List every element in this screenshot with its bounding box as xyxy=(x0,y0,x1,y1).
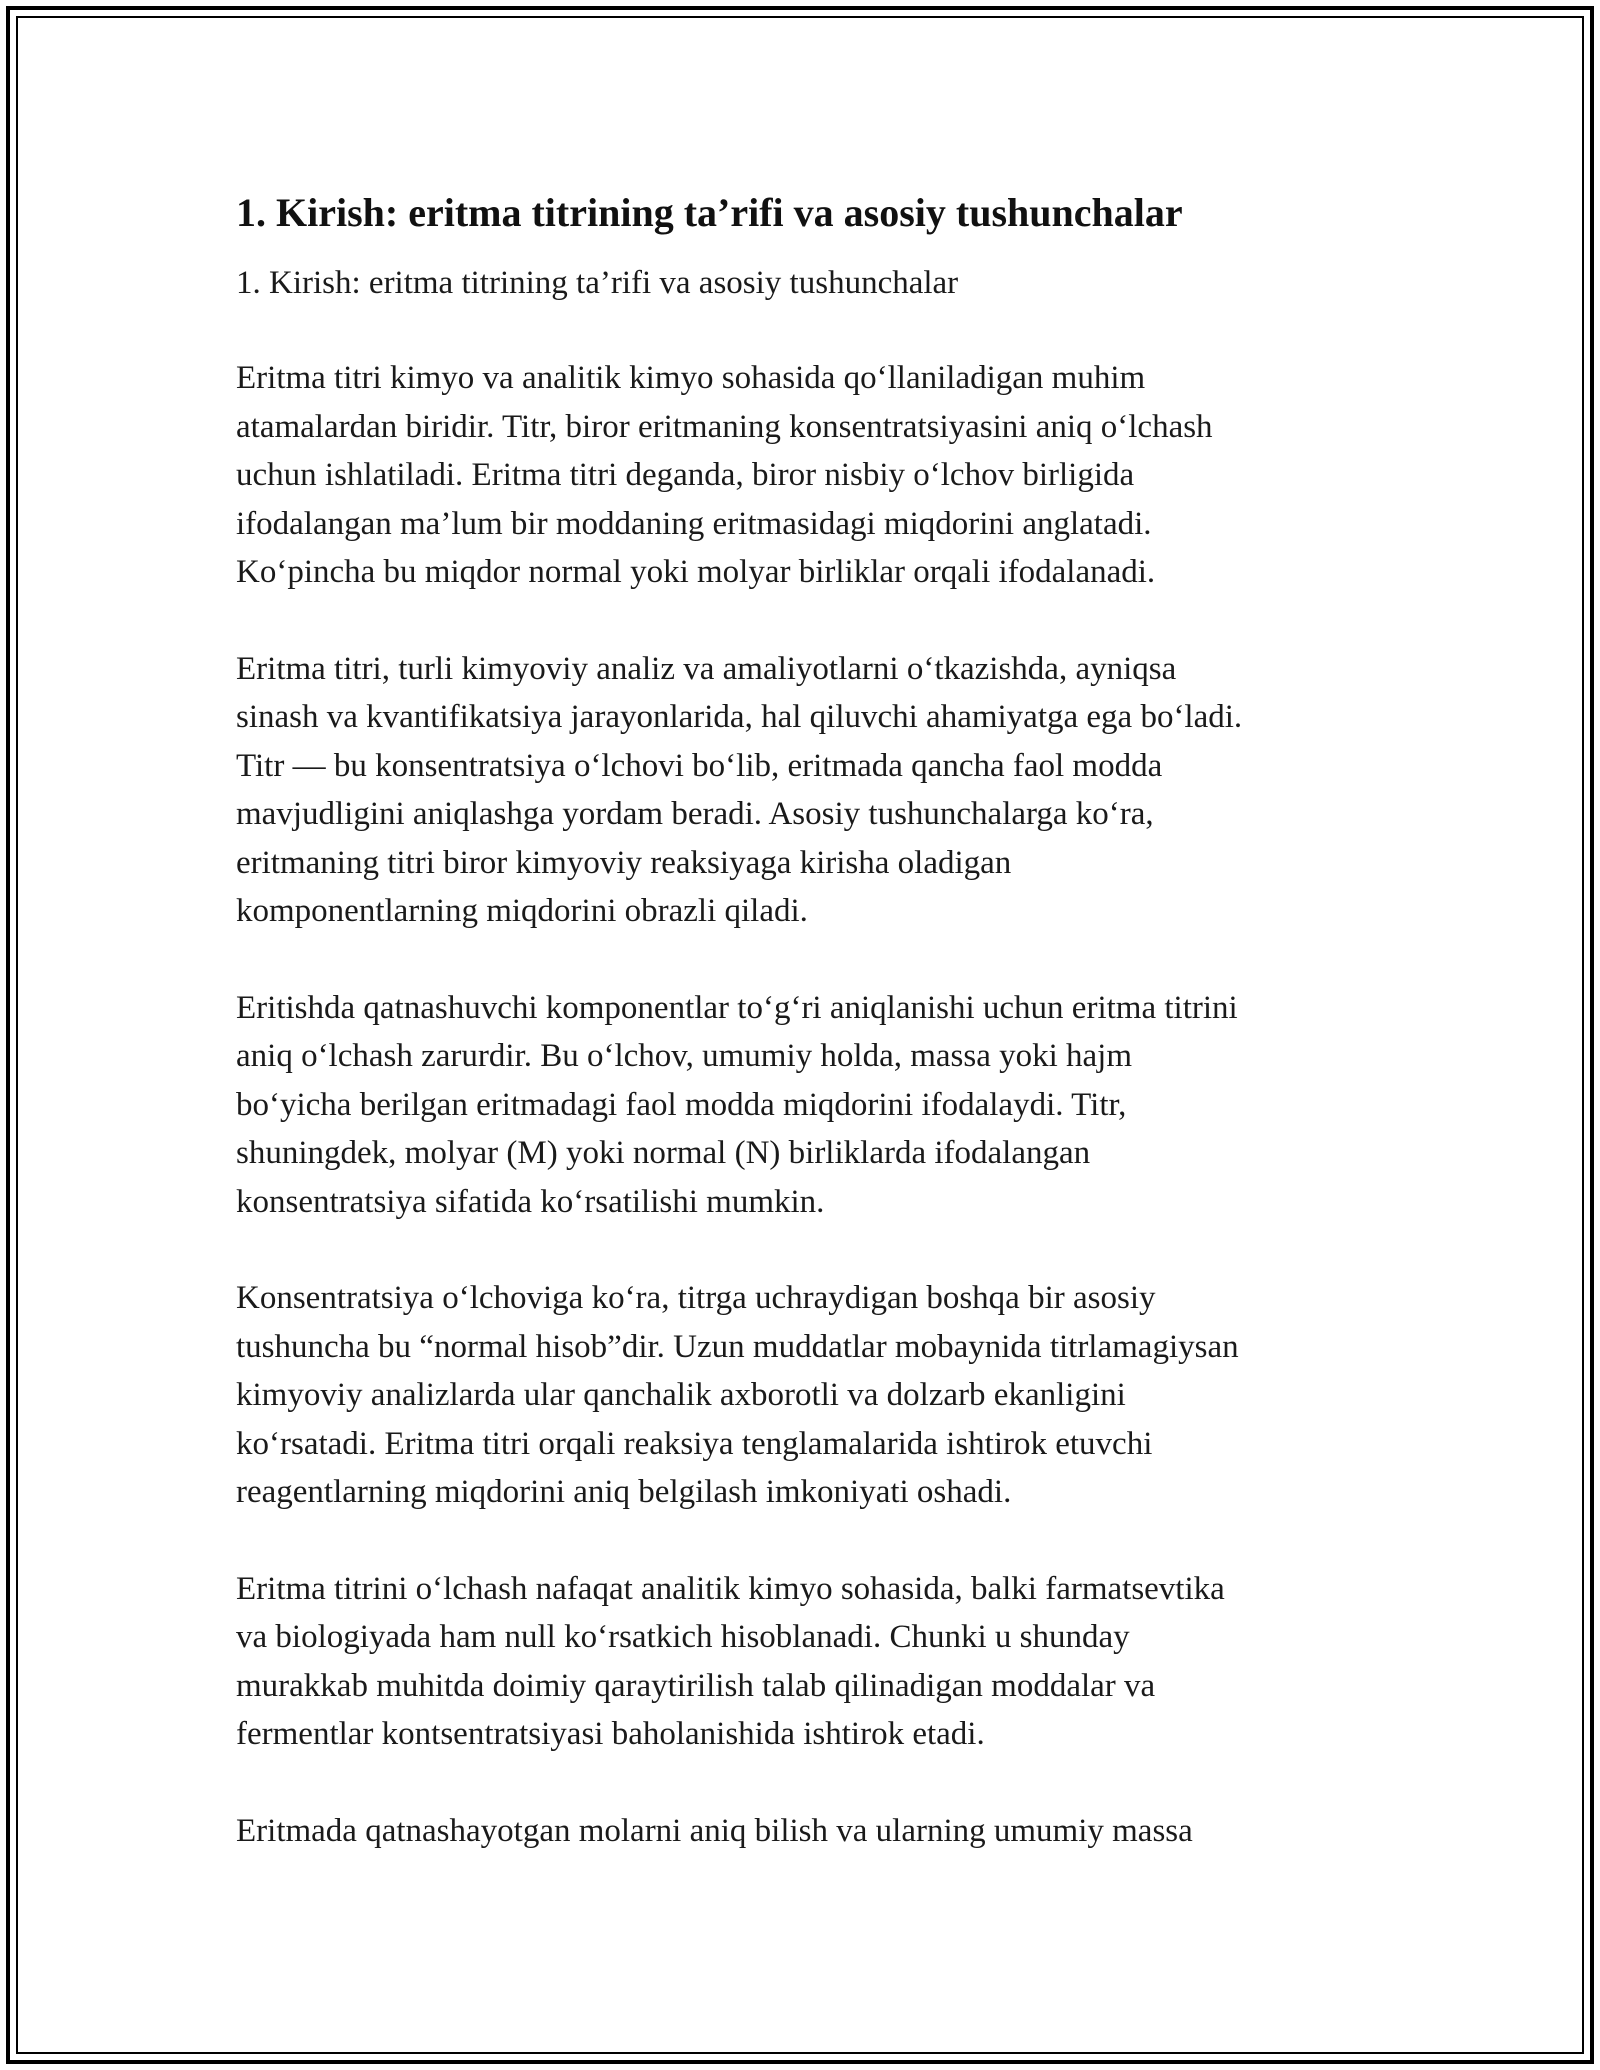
paragraph-line: Eritma titri, turli kimyoviy analiz va amaliyotlarni oʻtkazishda, ayniqsa xyxy=(236,650,1177,687)
paragraph-line: komponentlarning miqdorini obrazli qiladi. xyxy=(236,893,808,929)
paragraph-line: mavjudligini aniqlashga yordam beradi. Asosiy tushunchalarga koʻra, xyxy=(236,796,1154,832)
paragraph-line: Konsentratsiya oʻlchoviga koʻra, titrga uchraydigan boshqa bir asosiy xyxy=(236,1280,1156,1316)
paragraph-line: Eritma titrini oʻlchash nafaqat analitik kimyo sohasida, balki farmatsevtika xyxy=(236,1570,1225,1607)
paragraph-line: Eritmada qatnashayotgan molarni aniq bilish va ularning umumiy massa xyxy=(236,1812,1193,1849)
paragraph-line: atamalardan biridir. Titr, biror eritmaning konsentratsiyasini aniq oʻlchash xyxy=(236,408,1213,445)
paragraph-5 xyxy=(236,1565,1376,1759)
paragraph-line: uchun ishlatiladi. Eritma titri deganda, biror nisbiy oʻlchov birligida xyxy=(236,457,1135,493)
paragraph-6 xyxy=(236,1807,1376,1856)
paragraph-3 xyxy=(236,984,1376,1227)
paragraph-1 xyxy=(236,354,1376,597)
paragraph-line: va biologiyada ham null koʻrsatkich hisoblanadi. Chunki u shunday xyxy=(236,1619,1130,1655)
document-body xyxy=(236,188,1376,1855)
paragraph-line: tushuncha bu “normal hisob”dir. Uzun muddatlar mobaynida titrlamagiysan xyxy=(236,1328,1239,1365)
section-heading: 1. Kirish: eritma titrining ta’rifi va asosiy tushunchalar xyxy=(236,190,1183,235)
paragraph-line: murakkab muhitda doimiy qaraytirilish talab qilinadigan moddalar va xyxy=(236,1667,1156,1704)
paragraph-line: konsentratsiya sifatida koʻrsatilishi mumkin. xyxy=(236,1183,825,1220)
paragraph-line: Titr — bu konsentratsiya oʻlchovi boʻlib, eritmada qancha faol modda xyxy=(236,747,1163,784)
paragraph-line: Eritishda qatnashuvchi komponentlar toʻgʻri aniqlanishi uchun eritma titrini xyxy=(236,989,1238,1026)
paragraph-line: koʻrsatadi. Eritma titri orqali reaksiya tenglamalarida ishtirok etuvchi xyxy=(236,1425,1153,1462)
paragraph-line: eritmaning titri biror kimyoviy reaksiyaga kirisha oladigan xyxy=(236,844,1012,881)
paragraph-line: fermentlar kontsentratsiyasi baholanishida ishtirok etadi. xyxy=(236,1716,985,1752)
section-subheading: 1. Kirish: eritma titrining ta’rifi va asosiy tushunchalar xyxy=(236,265,959,301)
paragraph-line: sinash va kvantifikatsiya jarayonlarida, hal qiluvchi ahamiyatga ega boʻladi. xyxy=(236,699,1243,735)
paragraph-2 xyxy=(236,645,1376,936)
paragraph-line: Eritma titri kimyo va analitik kimyo sohasida qoʻllaniladigan muhim xyxy=(236,360,1146,396)
paragraph-line: shuningdek, molyar (M) yoki normal (N) birliklarda ifodalangan xyxy=(236,1135,1091,1171)
paragraph-line: ifodalangan ma’lum bir moddaning eritmasidagi miqdorini anglatadi. xyxy=(236,505,1152,542)
paragraph-line: boʻyicha berilgan eritmadagi faol modda miqdorini ifodalaydi. Titr, xyxy=(236,1086,1127,1123)
paragraph-line: reagentlarning miqdorini aniq belgilash imkoniyati oshadi. xyxy=(236,1474,1012,1510)
paragraph-line: aniq oʻlchash zarurdir. Bu oʻlchov, umumiy holda, massa yoki hajm xyxy=(236,1038,1133,1074)
paragraph-line: Koʻpincha bu miqdor normal yoki molyar birliklar orqali ifodalanadi. xyxy=(236,554,1156,590)
paragraph-4 xyxy=(236,1274,1376,1517)
paragraph-line: kimyoviy analizlarda ular qanchalik axborotli va dolzarb ekanligini xyxy=(236,1377,1126,1413)
